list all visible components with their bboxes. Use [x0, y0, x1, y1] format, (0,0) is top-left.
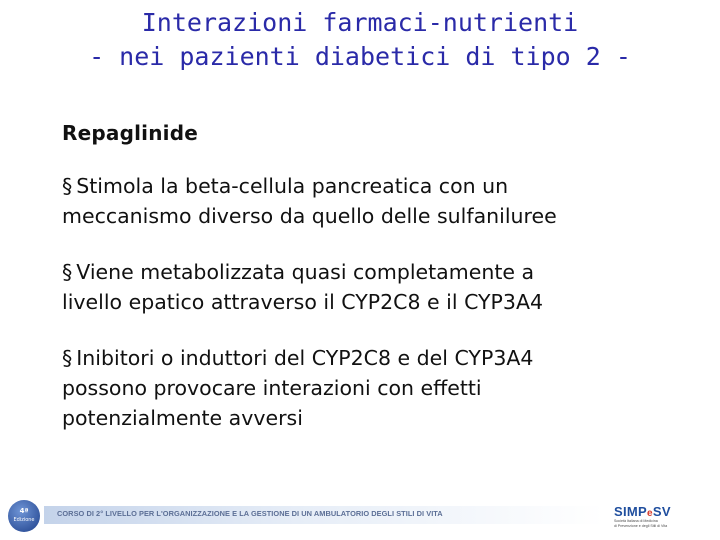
bullet-text: Viene metabolizzata quasi completamente a	[76, 260, 535, 284]
slide-title	[0, 6, 720, 74]
bullet-line: potenzialmente avversi	[62, 406, 303, 430]
bullet-text: Stimola la beta-cellula pancreatica con un	[76, 174, 509, 198]
bullet-marker-icon: §	[62, 346, 73, 370]
logo-simp-text: SIMP	[614, 504, 647, 519]
logo-subtitle	[614, 519, 714, 528]
bullet-line: possono provocare interazioni con effetti	[62, 376, 482, 400]
logo-subtitle-line: di Prevenzione e degli Stili di Vita	[614, 523, 668, 528]
slide-footer	[0, 496, 720, 540]
bullet-line	[62, 171, 702, 201]
logo-sv-text: SV	[652, 504, 671, 519]
title-line-2: - nei pazienti diabetici di tipo 2 -	[89, 42, 631, 71]
drug-name-heading: Repaglinide	[62, 121, 198, 145]
edition-badge-icon	[8, 500, 40, 532]
bullet-item	[62, 257, 702, 317]
bullet-item	[62, 171, 702, 231]
edition-number: 4ª	[19, 507, 29, 515]
edition-label: Edizione	[13, 517, 35, 523]
bullet-item	[62, 343, 702, 433]
bullet-line: livello epatico attraverso il CYP2C8 e il CYP3A4	[62, 290, 544, 314]
logo-e-text: e	[646, 508, 653, 519]
course-title: CORSO DI 2° LIVELLO PER L'ORGANIZZAZIONE E LA GESTIONE DI UN AMBULATORIO DEGLI STILI DI VITA	[57, 509, 443, 518]
logo-wordmark	[614, 504, 671, 519]
bullet-text: Inibitori o induttori del CYP2C8 e del CYP3A4	[76, 346, 534, 370]
logo-subtitle-line: Società Italiana di Medicina	[614, 519, 658, 523]
bullet-line: meccanismo diverso da quello delle sulfaniluree	[62, 204, 557, 228]
bullet-marker-icon: §	[62, 174, 73, 198]
bullet-marker-icon: §	[62, 260, 73, 284]
slide-body	[62, 118, 702, 459]
bullet-line	[62, 257, 702, 287]
title-line-1: Interazioni farmaci-nutrienti	[141, 8, 579, 37]
bullet-line	[62, 343, 702, 373]
simpesv-logo	[612, 504, 714, 536]
